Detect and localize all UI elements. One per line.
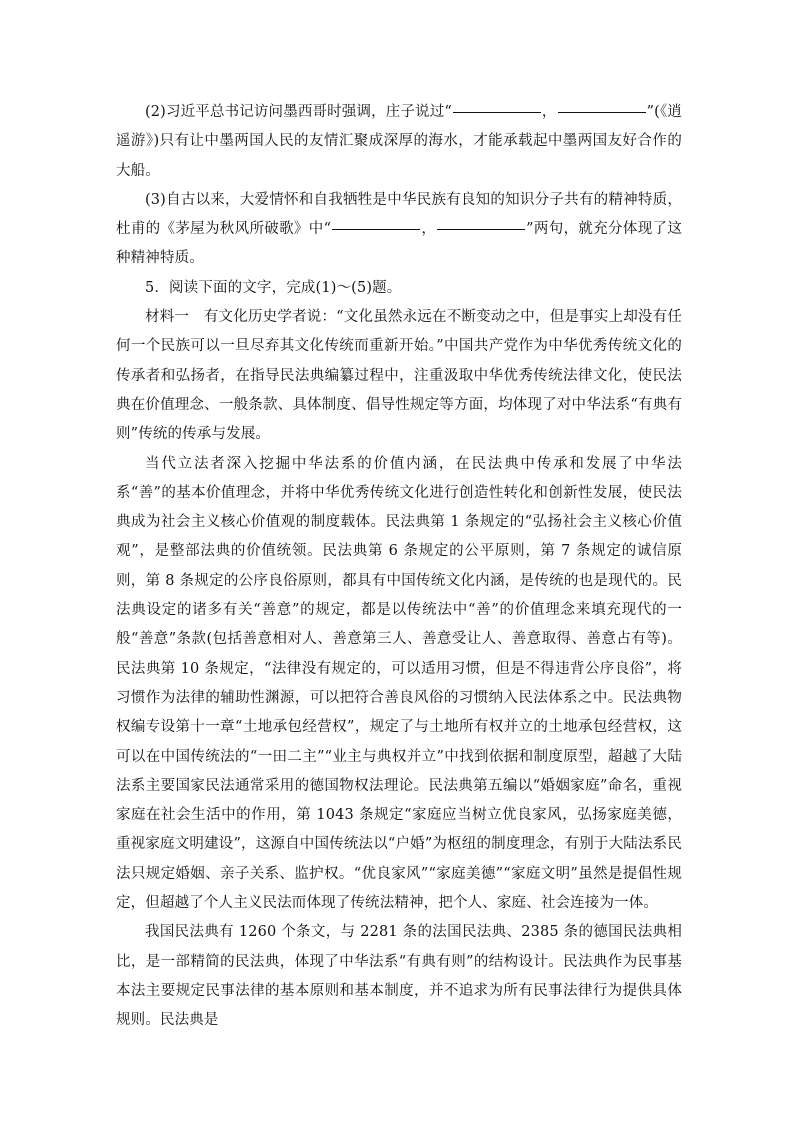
q4-item3-text-1: (3)自古以来，大爱情怀和自我牺牲是中华民族有良知的知识分子共有的精神特质，杜甫的《茅屋为秋风所破歌》中“ (116, 191, 682, 238)
question-4-item-2 (116, 98, 682, 186)
question-5-prompt: 5．阅读下面的文字，完成(1)～(5)题。 (145, 279, 402, 296)
material-1-paragraph-1: 材料一 有文化历史学者说：“文化虽然永远在不断变动之中，但是事实上却没有任何一个民族可以一旦尽弃其文化传统而重新开始。”中国共产党作为中华优秀传统文化的传承者和弘扬者，在指导民法典编纂过程中，注重汲取中华优秀传统法律文化，使民法典在价值理念、一般条款、具体制度、倡导性规定等方面，均体现了对中华法系“有典有则”传统的传承与发展。 (116, 309, 682, 443)
material-1-paragraph-2: 当代立法者深入挖掘中华法系的价值内涵，在民法典中传承和发展了中华法系“善”的基本价值理念，并将中华优秀传统文化进行创造性转化和创新性发展，使民法典成为社会主义核心价值观的制度载体。民法典第 1 条规定的“弘扬社会主义核心价值观”，是整部法典的价值统领。民法典第 6 条规定的公平原则，第 7 条规定的诚信原则，第 8 条规定的公序良俗原则，都具有中国传统文化内涵，是传统的也是现代的。民法典设定的诸多有关“善意”的规定，都是以传统法中“善”的价值理念来填充现代的一般“善意”条款(包括善意相对人、善意第三人、善意受让人、善意取得、善意占有等)。民法典第 10 条规定，“法律没有规定的，可以适用习惯，但是不得违背公序良俗”，将习惯作为法律的辅助性渊源，可以把符合善良风俗的习惯纳入民法体系之中。民法典物权编专设第十一章“土地承包经营权”，规定了与土地所有权并立的土地承包经营权，这可以在中国传统法的“一田二主”“业主与典权并立”中找到依据和制度原型，超越了大陆法系主要国家民法通常采用的德国物权法理论。民法典第五编以“婚姻家庭”命名，重视家庭在社会生活中的作用，第 1043 条规定“家庭应当树立优良家风，弘扬家庭美德，重视家庭文明建设”，这源自中国传统法以“户婚”为枢纽的制度理念，有别于大陆法系民法只规定婚姻、亲子关系、监护权。“优良家风”“家庭美德”“家庭文明”虽然是提倡性规定，但超越了个人主义民法而体现了传统法精神，把个人、家庭、社会连接为一体。 (116, 455, 682, 912)
q4-item3-separator: ， (421, 221, 437, 238)
material-1-paragraph-3: 我国民法典有 1260 个条文，与 2281 条的法国民法典、2385 条的德国民法典相比，是一部精简的民法典，体现了中华法系“有典有则”的结构设计。民法典作为民事基本法主要规定民事法律的基本原则和基本制度，并不追求为所有民事法律行为提供具体规则。民法典是 (116, 924, 682, 1029)
fill-blank[interactable] (453, 111, 541, 113)
document-page (116, 98, 682, 1036)
fill-blank[interactable] (332, 228, 420, 230)
fill-blank[interactable] (558, 111, 646, 113)
q4-item3-text-2: ”两句，就充分体现了这种精神特质。 (116, 221, 683, 267)
fill-blank[interactable] (437, 228, 525, 230)
q4-item2-text-1: (2)习近平总书记访问墨西哥时强调，庄子说过“ (145, 104, 452, 120)
q4-item2-text-2: ”(《逍遥游》)只有让中墨两国人民的友情汇聚成深厚的海水，才能承载起中墨两国友好合作的大船。 (116, 104, 682, 179)
q4-item2-separator: ， (541, 104, 557, 120)
question-4-item-3 (116, 186, 682, 274)
